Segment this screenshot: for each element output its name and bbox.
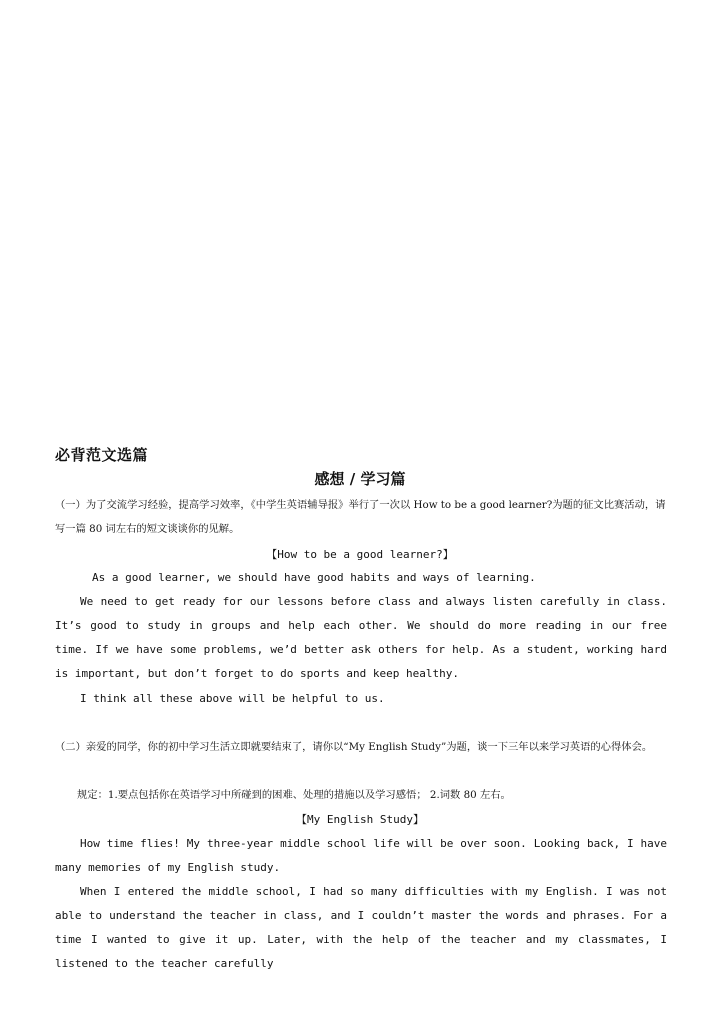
task2-paragraph-1: How time flies! My three-year middle school life will be over soon. Looking back, I have many memories of my English study. <box>55 837 667 874</box>
task1-essay-title: 【How to be a good learner?】 <box>266 548 454 561</box>
task2-essay-title: 【My English Study】 <box>296 813 424 826</box>
task2-paragraph-2: When I entered the middle school, I had so many difficulties with my English. I was not able to understand the teacher in class, and I couldn’t master the words and phrases. For a time I wanted to give it up. Later, with the help of the teacher and my classmates, I listened to the teacher carefully <box>55 885 667 970</box>
task1-paragraph-1: As a good learner, we should have good habits and ways of learning. <box>92 571 536 584</box>
task1-prompt: （一）为了交流学习经验，提高学习效率，《中学生英语辅导报》举行了一次以 How to be a good learner?为题的征文比赛活动，请写一篇 80 词左右的短文谈谈你的见解。 <box>55 499 666 535</box>
task1-paragraph-2: We need to get ready for our lessons before class and always listen carefully in class. It’s good to study in groups and help each other. We should do more reading in our free time. If we have some problems, we’d better ask others for help. As a student, working hard is important, but don’t forget to do sports and keep healthy. <box>55 595 667 680</box>
task2-prompt: （二）亲爱的同学，你的初中学习生活立即就要结束了，请你以“My English Study”为题，谈一下三年以来学习英语的心得体会。 <box>55 741 653 753</box>
task2-rules: 规定：1.要点包括你在英语学习中所碰到的困难、处理的措施以及学习感悟； 2.词数 80 左右。 <box>77 789 511 801</box>
document-heading: 必背范文选篇 <box>55 446 149 464</box>
section-title: 感想 / 学习篇 <box>314 470 406 488</box>
task1-paragraph-3: I think all these above will be helpful to us. <box>80 692 385 705</box>
